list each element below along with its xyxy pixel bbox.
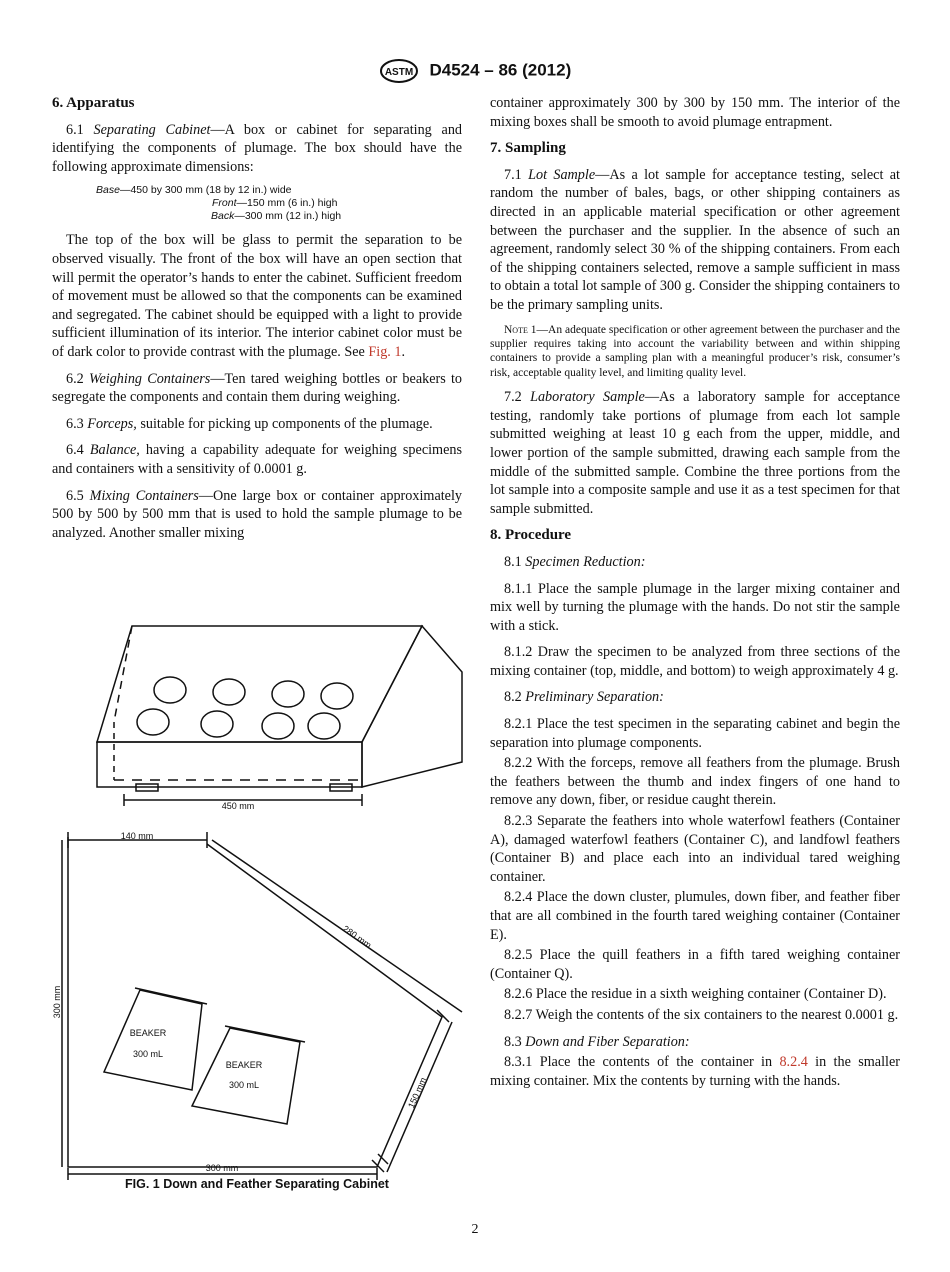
- designation: D4524 – 86 (2012): [429, 60, 572, 80]
- section-8-title: 8. Procedure: [490, 527, 572, 544]
- fig-1-link[interactable]: Fig. 1: [368, 343, 402, 360]
- para-8-2-7: 8.2.7 Weigh the contents of the six containers to the nearest 0.0001 g.: [504, 1006, 899, 1023]
- para-7-1: 7.1 Lot Sample—As a lot sample for acceptance testing, select at random the number of bales, bags, or other shipping containers as directed in an applicable material specification or other agreement between the purchaser and the supplier. In the absence of such an agreement, randomly select 30 % of the shipping containers. From each of the shipping containers selected, remove a sample sufficient in mass to obtain a total lot sample of 300 g. Consider the shipping containers to be the primary sampling units.: [490, 166, 900, 313]
- dim-140-label: 140 mm: [120, 831, 154, 841]
- para-8-1-1: 8.1.1 Place the sample plumage in the larger mixing container and mix well by turning the plumage with the hands. Do not stir the sample with a stick.: [490, 580, 900, 634]
- para-8-2-1: 8.2.1 Place the test specimen in the separating cabinet and begin the separation into plumage components.: [490, 716, 900, 751]
- para-6-2: 6.2 Weighing Containers—Ten tared weighing bottles or beakers to segregate the components and contain them during weighing.: [52, 370, 463, 406]
- para-7-2: 7.2 Laboratory Sample—As a laboratory sample for acceptance testing, randomly take portions of plumage from each lot sample submitted weighing at least 10 g each from the upper, middle, and lower portion of the sample submitted, drawing each sample from the middle of the submitted sample. Combine the three portions from the lot sample into a composite sample and use it as a test specimen for that sample submitted.: [490, 389, 901, 517]
- ref-8-2-4-link[interactable]: 8.2.4: [779, 1054, 808, 1071]
- para-8-2-3: 8.2.3 Separate the feathers into whole waterfowl feathers (Container A), damaged waterfowl feathers (Container C), and landfowl feathers (Container B) and place each into an individual tared weighing container.: [490, 813, 900, 885]
- left-column: [52, 94, 462, 550]
- beaker-2-label: BEAKER: [225, 1060, 263, 1070]
- para-8-2-4: 8.2.4 Place the down cluster, plumules, down fiber, and feather fiber that are all combined in the fourth tared weighing container (Container E).: [490, 889, 900, 943]
- astm-logo-icon: [379, 58, 419, 84]
- beaker-1-volume: 300 mL: [132, 1049, 164, 1059]
- beaker-1-label: BEAKER: [129, 1028, 167, 1038]
- para-6-5: 6.5 Mixing Containers—One large box or container approximately 500 by 500 by 500 mm that is used to hold the sample plumage to be analyzed. Another smaller mixing: [52, 487, 463, 541]
- para-8-2-2: 8.2.2 With the forceps, remove all feathers from the plumage. Brush the feathers between the thumb and index fingers of one hand to remove any down, fiber, or residue caught therein.: [490, 755, 900, 809]
- page-number: 2: [471, 1222, 479, 1237]
- dim-300-horizontal-label: 300 mm: [205, 1163, 239, 1173]
- dim-150-label: 150 mm: [406, 1075, 429, 1110]
- right-column: [490, 94, 900, 1098]
- para-6-1: 6.1 Separating Cabinet—A box or cabinet for separating and identifying the components of plumage. The box should have the following approximate dimensions:: [52, 121, 463, 175]
- para-8-1: 8.1 Specimen Reduction:: [504, 553, 646, 570]
- svg-text:ASTM: ASTM: [384, 67, 413, 78]
- page-header: [0, 58, 950, 84]
- section-6-title: 6. Apparatus: [52, 95, 135, 111]
- dim-280-label: 280 mm: [340, 923, 374, 951]
- para-8-1-2: 8.1.2 Draw the specimen to be analyzed from three sections of the mixing container (top, middle, and bottom) to weigh approximately 4 g.: [490, 644, 900, 679]
- para-8-2-6: 8.2.6 Place the residue in a sixth weighing container (Container D).: [504, 986, 887, 1003]
- dimensions-list: Base—450 by 300 mm (18 by 12 in.) wide Front—150 mm (6 in.) high Back—300 mm (12 in.) high: [96, 184, 342, 223]
- para-8-2: 8.2 Preliminary Separation:: [504, 689, 664, 706]
- para-6-1-continued: The top of the box will be glass to permit the separation to be observed visually. The front of the box will have an open section that will permit the operator’s hands to enter the cabinet. Sufficient freedom of movement must be allowed so that the components can be examined and segregated. The cabinet should be equipped with a light to provide sufficient illumination of its interior. The interior cabinet color must be of dark color to provide contrast with the plumage. See Fig. 1.: [52, 232, 462, 360]
- cabinet-side-view: [62, 832, 462, 1180]
- para-6-4: 6.4 Balance, having a capability adequate for weighing specimens and containers with a sensitivity of 0.0001 g.: [52, 442, 462, 477]
- para-8-3-1: 8.3.1 Place the contents of the container in 8.2.4 in the smaller mixing container. Mix the contents by turning with the hands.: [490, 1054, 900, 1089]
- section-7-title: 7. Sampling: [490, 140, 566, 157]
- dim-300-vertical-label: 300 mm: [52, 985, 62, 1019]
- dim-450-label: 450 mm: [221, 801, 255, 811]
- beaker-2-volume: 300 mL: [228, 1080, 260, 1090]
- figure-1-caption: FIG. 1 Down and Feather Separating Cabinet: [125, 1177, 389, 1191]
- para-6-3: 6.3 Forceps, suitable for picking up components of the plumage.: [66, 415, 433, 432]
- figure-1-drawing: [52, 612, 472, 1202]
- para-8-2-5: 8.2.5 Place the quill feathers in a fifth tared weighing container (Container Q).: [490, 947, 900, 982]
- cabinet-perspective: [97, 626, 462, 806]
- note-1: Note 1—An adequate specification or other agreement between the purchaser and the supplier requires taking into account the variability between and within shipping containers to provide a sampling plan with a meaningful producer’s risk, consumer’s risk, acceptable quality level, and limiting quality level.: [490, 323, 900, 379]
- para-8-3: 8.3 Down and Fiber Separation:: [504, 1033, 690, 1050]
- para-6-5-continued: container approximately 300 by 300 by 150 mm. The interior of the mixing boxes shall be smooth to avoid plumage entrapment.: [490, 95, 900, 130]
